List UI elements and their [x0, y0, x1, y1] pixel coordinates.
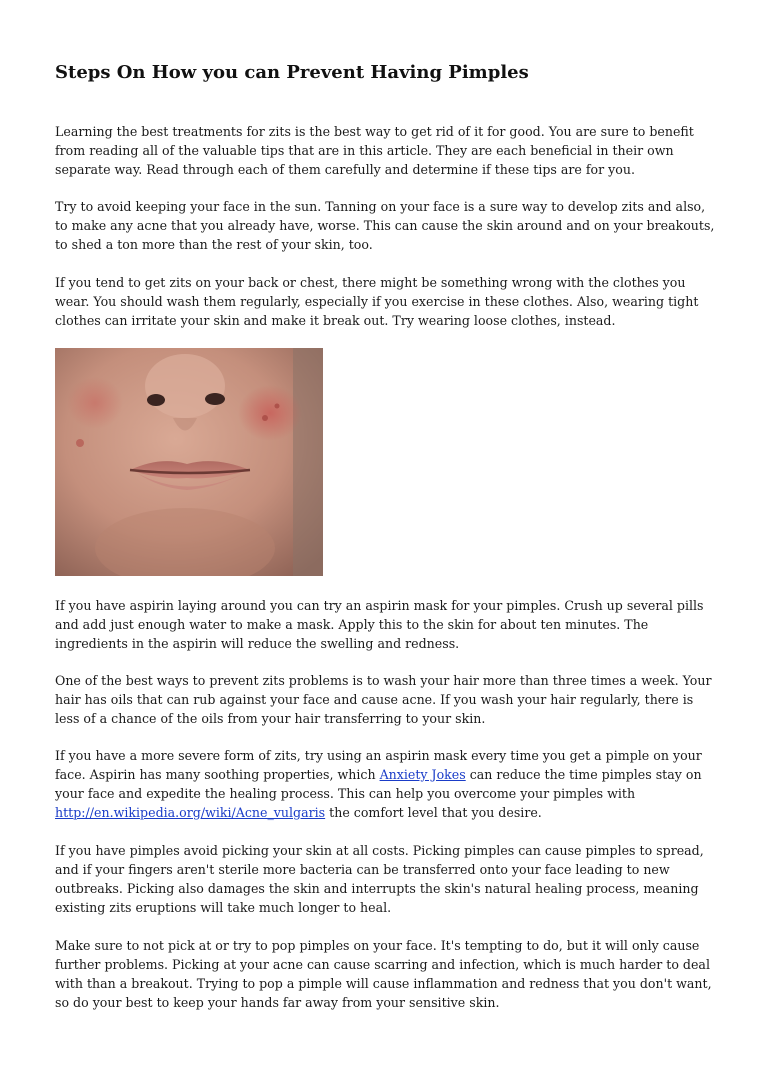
paragraph-3: If you tend to get zits on your back or chest, there might be something wrong with the clothes you wear. You should wash them regularly, especially if you exercise in these clothes. Also, wearing tight clothes can irritate your skin and make it break out. Try wearing loose clothes, instead.	[55, 275, 699, 328]
paragraph-2: Try to avoid keeping your face in the sun. Tanning on your face is a sure way to develop zits and also, to make any acne that you already have, worse. This can cause the skin around and on your breakouts, to shed a ton more than the rest of your skin, too.	[55, 199, 715, 252]
page-title: Steps On How you can Prevent Having Pimples	[55, 62, 529, 83]
acne-face-photo	[55, 348, 323, 576]
paragraph-6-text-a: If you have a more severe form of zits, try using an aspirin mask every time you get a pimple on your face. Aspirin has many soothing properties, which	[55, 748, 702, 782]
paragraph-7: If you have pimples avoid picking your skin at all costs. Picking pimples can cause pimples to spread, and if your fingers aren't sterile more bacteria can be transferred onto your face leading to new outbreaks. Picking also damages the skin and interrupts the skin's natural healing process, meaning existing zits eruptions will take much longer to heal.	[55, 843, 704, 915]
wikipedia-acne-link[interactable]: http://en.wikipedia.org/wiki/Acne_vulgaris	[55, 805, 326, 820]
paragraph-4: If you have aspirin laying around you can try an aspirin mask for your pimples. Crush up several pills and add just enough water to make a mask. Apply this to the skin for about ten minutes. The ingredients in the aspirin will reduce the swelling and redness.	[55, 598, 704, 651]
paragraph-5: One of the best ways to prevent zits problems is to wash your hair more than three times a week. Your hair has oils that can rub against your face and cause acne. If you wash your hair regularly, there is less of a chance of the oils from your hair transferring to your skin.	[55, 673, 712, 726]
paragraph-8: Make sure to not pick at or try to pop pimples on your face. It's tempting to do, but it will only cause further problems. Picking at your acne can cause scarring and infection, which is much harder to deal with than a breakout. Trying to pop a pimple will cause inflammation and redness that you don't want, so do your best to keep your hands far away from your sensitive skin.	[55, 938, 712, 1010]
paragraph-6-text-b: can reduce the time pimples stay on your face and expedite the healing process. This can help you overcome your pimples with	[55, 767, 702, 801]
paragraph-6	[55, 746, 717, 822]
paragraph-6-text-c: the comfort level that you desire.	[325, 805, 542, 820]
anxiety-jokes-link[interactable]: Anxiety Jokes	[379, 767, 466, 782]
paragraph-1: Learning the best treatments for zits is the best way to get rid of it for good. You are sure to benefit from reading all of the valuable tips that are in this article. They are each beneficial in their own separate way. Read through each of them carefully and determine if these tips are for you.	[55, 124, 694, 177]
